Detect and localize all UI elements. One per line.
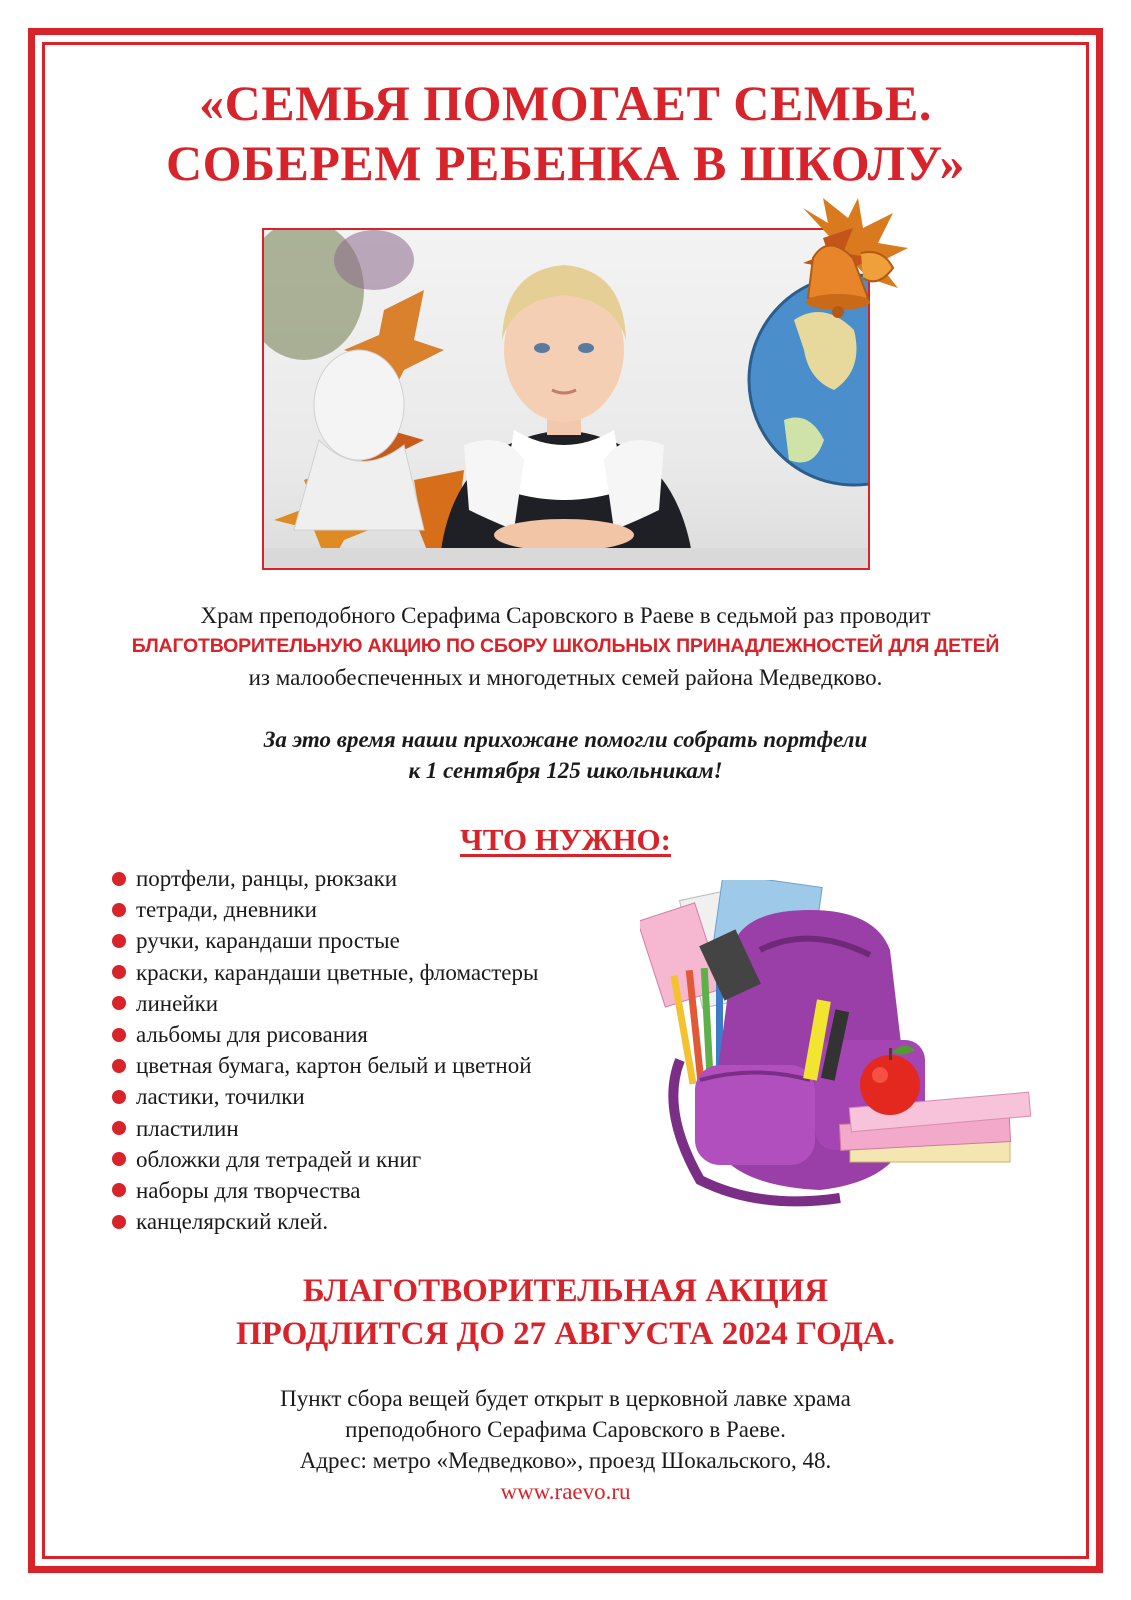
list-item-text: линейки xyxy=(136,990,219,1016)
list-item xyxy=(112,1206,538,1237)
list-item xyxy=(112,1113,538,1144)
deadline-text xyxy=(0,1270,1131,1356)
list-item xyxy=(112,988,538,1019)
title-line-2: СОБЕРЕМ РЕБЕНКА В ШКОЛУ» xyxy=(165,135,965,191)
achievement-note xyxy=(0,724,1131,786)
list-item xyxy=(112,1144,538,1175)
list-item-text: портфели, ранцы, рюкзаки xyxy=(136,866,398,891)
list-item xyxy=(112,1175,538,1206)
note-line-1: За это время наши прихожане помогли собрать портфели xyxy=(263,727,868,752)
list-item xyxy=(112,1050,538,1081)
list-item xyxy=(112,957,538,988)
bullet-dot-icon xyxy=(112,1183,126,1197)
footer-address: Адрес: метро «Медведково», проезд Шокальского, 48. xyxy=(299,1448,832,1473)
list-item-text: пластилин xyxy=(136,1115,239,1141)
page-title xyxy=(0,73,1131,193)
list-item-text: цветная бумага, картон белый и цветной xyxy=(136,1053,532,1079)
needs-list xyxy=(112,863,538,1237)
website-link[interactable]: www.raevo.ru xyxy=(500,1479,631,1504)
bullet-dot-icon xyxy=(112,1028,126,1042)
list-item xyxy=(112,863,538,894)
list-item-text: альбомы для рисования xyxy=(136,1021,368,1047)
list-item-text: наборы для творчества xyxy=(136,1177,361,1203)
list-item-text: ластики, точилки xyxy=(136,1084,305,1110)
school-bell-icon xyxy=(783,198,913,328)
bullet-dot-icon xyxy=(112,872,126,886)
bullet-dot-icon xyxy=(112,903,126,917)
list-item xyxy=(112,925,538,956)
bullet-dot-icon xyxy=(112,1090,126,1104)
list-item-text: канцелярский клей. xyxy=(136,1209,329,1235)
bullet-dot-icon xyxy=(112,1215,126,1229)
footer-line-1: Пункт сбора вещей будет открыт в церковной лавке храма xyxy=(280,1386,851,1411)
needs-heading: ЧТО НУЖНО: xyxy=(460,822,671,857)
footer-info xyxy=(0,1383,1131,1507)
list-item xyxy=(112,1019,538,1050)
list-item-text: тетради, дневники xyxy=(136,897,317,923)
list-item-text: краски, карандаши цветные, фломастеры xyxy=(136,959,539,985)
bullet-dot-icon xyxy=(112,1059,126,1073)
bullet-dot-icon xyxy=(112,996,126,1010)
intro-line-3: из малообеспеченных и многодетных семей района Медведково. xyxy=(248,665,883,690)
bullet-dot-icon xyxy=(112,934,126,948)
list-item xyxy=(112,894,538,925)
intro-line-1: Храм преподобного Серафима Саровского в Раеве в седьмой раз проводит xyxy=(200,603,931,628)
list-item-text: обложки для тетрадей и книг xyxy=(136,1146,422,1172)
intro-text xyxy=(0,600,1131,693)
schoolgirl-photo xyxy=(262,228,870,570)
title-line-1: «СЕМЬЯ ПОМОГАЕТ СЕМЬЕ. xyxy=(199,75,932,131)
intro-line-2-highlight: БЛАГОТВОРИТЕЛЬНУЮ АКЦИЮ ПО СБОРУ ШКОЛЬНЫХ ПРИНАДЛЕЖНОСТЕЙ ДЛЯ ДЕТЕЙ xyxy=(131,635,1000,657)
backpack-illustration xyxy=(640,880,1060,1220)
note-line-2: к 1 сентября 125 школьникам! xyxy=(408,758,723,783)
deadline-line-2: ПРОДЛИТСЯ ДО 27 АВГУСТА 2024 ГОДА. xyxy=(236,1316,895,1352)
list-item-text: ручки, карандаши простые xyxy=(136,928,400,954)
bullet-dot-icon xyxy=(112,1152,126,1166)
deadline-line-1: БЛАГОТВОРИТЕЛЬНАЯ АКЦИЯ xyxy=(302,1273,829,1309)
bullet-dot-icon xyxy=(112,1121,126,1135)
footer-line-2: преподобного Серафима Саровского в Раеве. xyxy=(345,1417,786,1442)
bullet-dot-icon xyxy=(112,965,126,979)
list-item xyxy=(112,1081,538,1112)
